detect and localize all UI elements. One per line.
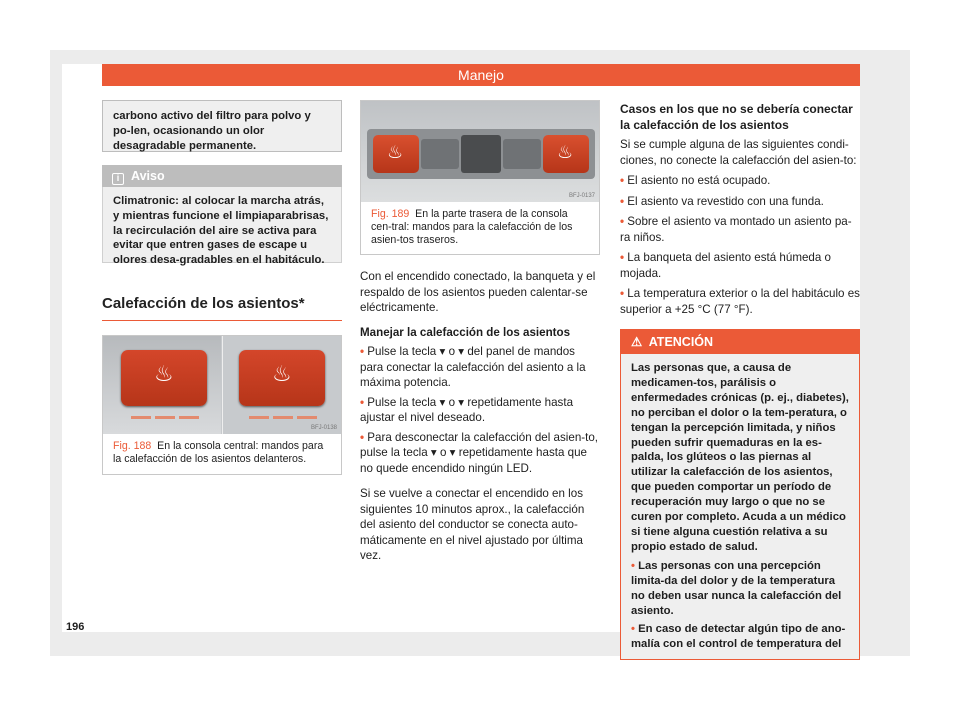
bullet-2: • Pulse la tecla ▾ o ▾ repetidamente hasta ajustar el nivel deseado.	[360, 395, 574, 425]
list-item: • La banqueta del asiento está húmeda o mojada.	[620, 251, 831, 280]
caption-text: En la parte trasera de la consola cen-tral: mandos para la calefacción de los asien-tos traseros.	[371, 208, 573, 246]
bullet-3: • Para desconectar la calefacción del asien-to, pulse la tecla ▾ o ▾ repetidamente hasta que no quede encendido ningún LED.	[360, 430, 599, 475]
attention-bullet: • En caso de detectar algún tipo de ano-malía con el control de temperatura del	[631, 623, 846, 651]
page-number: 196	[66, 621, 85, 633]
list-item: • El asiento no está ocupado.	[620, 174, 771, 187]
figure-189-image	[361, 101, 599, 202]
paragraph-2: Si se vuelve a conectar el encendido en los siguientes 10 minutos aprox., la calefacción del asiento del conductor se conecta auto-máticamente en el nivel ajustado por última vez.	[360, 487, 585, 563]
figure-188-caption	[103, 434, 341, 474]
info-icon: i	[112, 173, 124, 185]
chapter-header: Manejo	[102, 64, 860, 86]
backrest-icon: ▾	[458, 345, 465, 359]
seat-icon: ▾	[439, 345, 446, 359]
aviso-title: Aviso	[131, 169, 165, 183]
seat-heat-icon: ♨	[557, 142, 574, 162]
figure-code: BFJ-0138	[310, 425, 337, 431]
intro-paragraph: Si se cumple alguna de las siguientes condi-ciones, no conecte la calefacción del asien-to:	[620, 138, 857, 167]
figure-189	[360, 100, 600, 255]
attention-box	[620, 329, 860, 660]
backrest-icon: ▾	[458, 395, 465, 409]
figure-label: Fig. 188	[113, 440, 152, 452]
list-item: • El asiento va revestido con una funda.	[620, 194, 824, 208]
seat-icon: ▾	[439, 395, 446, 409]
section-title: Calefacción de los asientos*	[102, 295, 342, 321]
attention-title: ATENCIÓN	[648, 335, 714, 349]
seat-heat-button-right	[239, 350, 325, 406]
section-heading: Casos en los que no se debería conectar la calefacción de los asientos	[620, 102, 853, 132]
seat-heat-icon: ♨	[154, 361, 174, 386]
attention-text: Las personas que, a causa de medicamen-tos, parálisis o enfermedades crónicas (p. ej., diabetes), no perciban el dolor o la tem-peratura, o tengan la percepción limitada, y niños pueden sufrir quemaduras en la es-palda, los glúteos o las piernas al utilizar la calefacción de los asientos, que pueden comportar un período de recuperación muy largo o que no se curen por completo. Acuda a un médico si tiene alguna cuestión relativa a su propio estado de salud.	[631, 362, 849, 553]
seat-icon: ▾	[430, 446, 437, 460]
attention-bullet: • Las personas con una percepción limita-da del dolor y de la temperatura no deben usar nunca la calefacción del asiento.	[631, 559, 842, 617]
seat-heat-button-left	[121, 350, 207, 406]
list-item: • La temperatura exterior o la del habitáculo es superior a +25 °C (77 °F).	[620, 287, 860, 316]
aviso-text: Climatronic: al colocar la marcha atrás, y mientras funcione el limpiaparabrisas, la recirculación del aire se activa para evitar que entren gases de escape u olores desa-gradables en el habitáculo.	[102, 187, 342, 263]
figure-label: Fig. 189	[371, 208, 410, 220]
subheading: Manejar la calefacción de los asientos	[360, 325, 571, 339]
rear-heat-button-right	[543, 135, 589, 173]
column-2	[360, 100, 600, 564]
figure-code: BFJ-0137	[568, 193, 595, 199]
column-3	[620, 101, 860, 660]
bullet-1: • Pulse la tecla ▾ o ▾ del panel de mandos para conectar la calefacción del asiento a la máxima potencia.	[360, 345, 586, 390]
figure-189-caption	[361, 202, 599, 254]
figure-188	[102, 335, 342, 475]
conditions-list	[620, 173, 860, 317]
aviso-box	[102, 165, 342, 267]
caption-text: En la consola central: mandos para la calefacción de los asientos delanteros.	[113, 440, 324, 465]
warning-continuation: carbono activo del filtro para polvo y po-len, ocasionando un olor desagradable permanente.	[102, 100, 342, 152]
aviso-header	[102, 165, 342, 187]
backrest-icon: ▾	[449, 446, 456, 460]
backrest-heat-icon: ♨	[272, 361, 292, 386]
intro-paragraph: Con el encendido conectado, la banqueta y el respaldo de los asientos pueden calentar-se eléctricamente.	[360, 270, 596, 315]
warning-triangle-icon: ⚠	[631, 335, 643, 349]
seat-heat-icon: ♨	[387, 142, 404, 162]
figure-188-image	[103, 336, 341, 434]
column-1	[102, 100, 342, 475]
list-item: • Sobre el asiento va montado un asiento pa-ra niños.	[620, 215, 852, 244]
rear-heat-button-left	[373, 135, 419, 173]
attention-body	[621, 354, 859, 659]
attention-header	[621, 330, 859, 354]
